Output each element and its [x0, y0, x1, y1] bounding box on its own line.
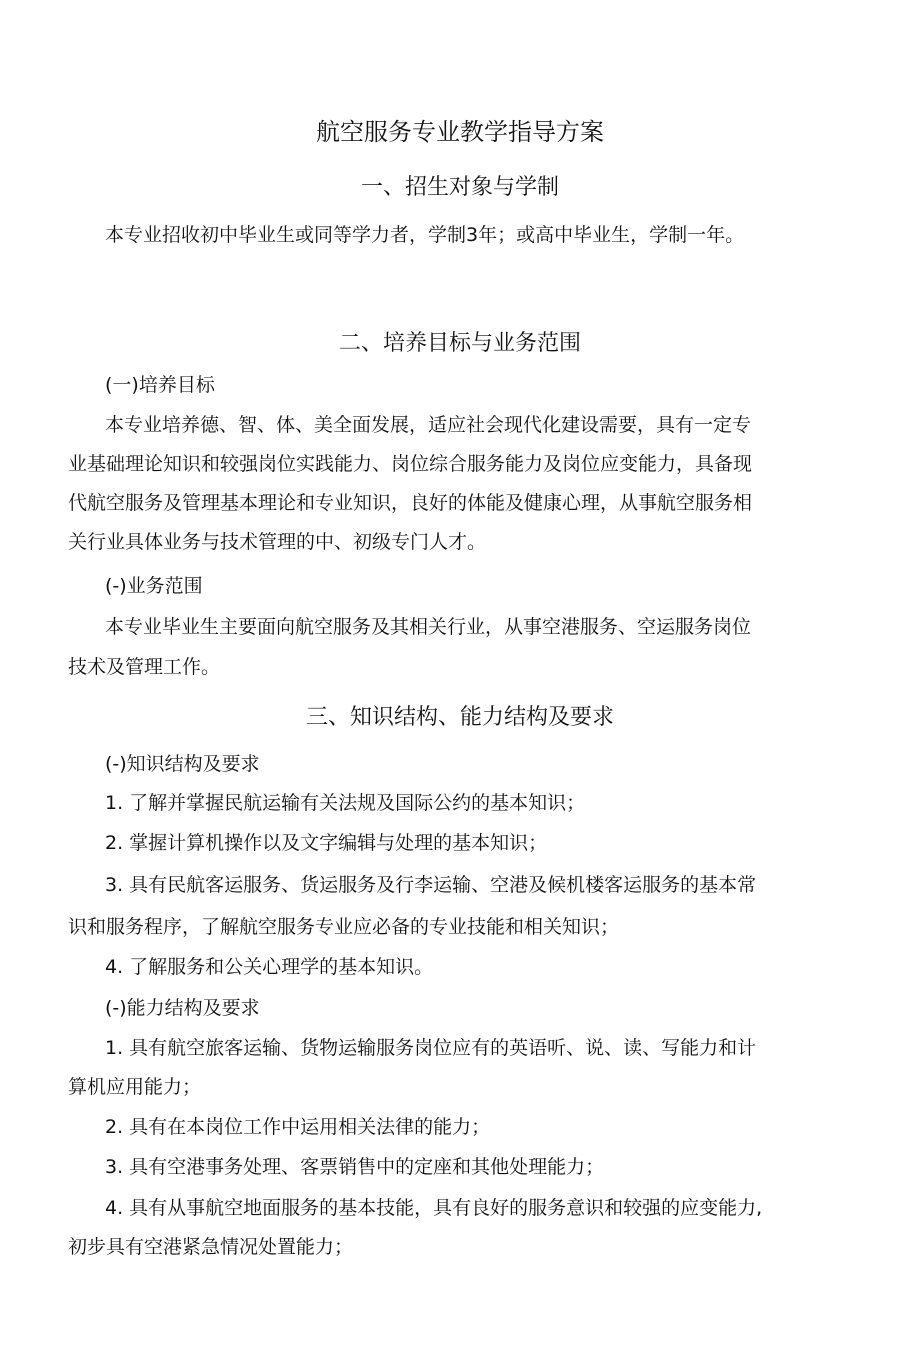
section-heading: 二、培养目标与业务范围	[338, 331, 581, 356]
subheading: (一)培养目标	[105, 374, 215, 396]
list-item: 初步具有空港紧急情况处置能力；	[68, 1236, 354, 1258]
list-item: 4. 具有从事航空地面服务的基本技能，具有良好的服务意识和较强的应变能力,	[105, 1197, 763, 1219]
list-item: 3. 具有空港事务处理、客票销售中的定座和其他处理能力；	[105, 1156, 605, 1178]
paragraph-line: 代航空服务及管理基本理论和专业知识，良好的体能及健康心理，从事航空服务相	[68, 492, 753, 514]
paragraph-line: 业基础理论知识和较强岗位实践能力、岗位综合服务能力及岗位应变能力，具备现	[68, 453, 753, 475]
paragraph-line: 技术及管理工作。	[68, 656, 221, 678]
document-title: 航空服务专业教学指导方案	[316, 118, 604, 146]
list-item: 1. 具有航空旅客运输、货物运输服务岗位应有的英语听、说、读、写能力和计	[105, 1037, 757, 1059]
list-item: 4. 了解服务和公关心理学的基本知识。	[105, 956, 434, 978]
list-item: 1. 了解并掌握民航运输有关法规及国际公约的基本知识；	[105, 792, 586, 814]
paragraph-line: 本专业毕业生主要面向航空服务及其相关行业，从事空港服务、空运服务岗位	[105, 616, 752, 638]
section-heading: 一、招生对象与学制	[360, 175, 559, 200]
list-item: 3. 具有民航客运服务、货运服务及行李运输、空港及候机楼客运服务的基本常	[105, 874, 757, 896]
list-item: 算机应用能力；	[68, 1076, 202, 1098]
subheading: (-)知识结构及要求	[105, 753, 260, 775]
paragraph-line: 关行业具体业务与技术管理的中、初级专门人才。	[68, 531, 487, 553]
paragraph-line: 本专业培养德、智、体、美全面发展，适应社会现代化建设需要，具有一定专	[105, 414, 752, 436]
subheading: (-)业务范围	[105, 575, 203, 597]
list-item: 2. 掌握计算机操作以及文字编辑与处理的基本知识；	[105, 832, 548, 854]
section-heading: 三、知识结构、能力结构及要求	[305, 705, 614, 730]
subheading: (-)能力结构及要求	[105, 997, 260, 1019]
list-item: 2. 具有在本岗位工作中运用相关法律的能力；	[105, 1116, 491, 1138]
list-item: 识和服务程序，了解航空服务专业应必备的专业技能和相关知识；	[68, 916, 620, 938]
paragraph-line: 本专业招收初中毕业生或同等学力者，学制3年；或高中毕业生，学制一年。	[105, 224, 745, 246]
